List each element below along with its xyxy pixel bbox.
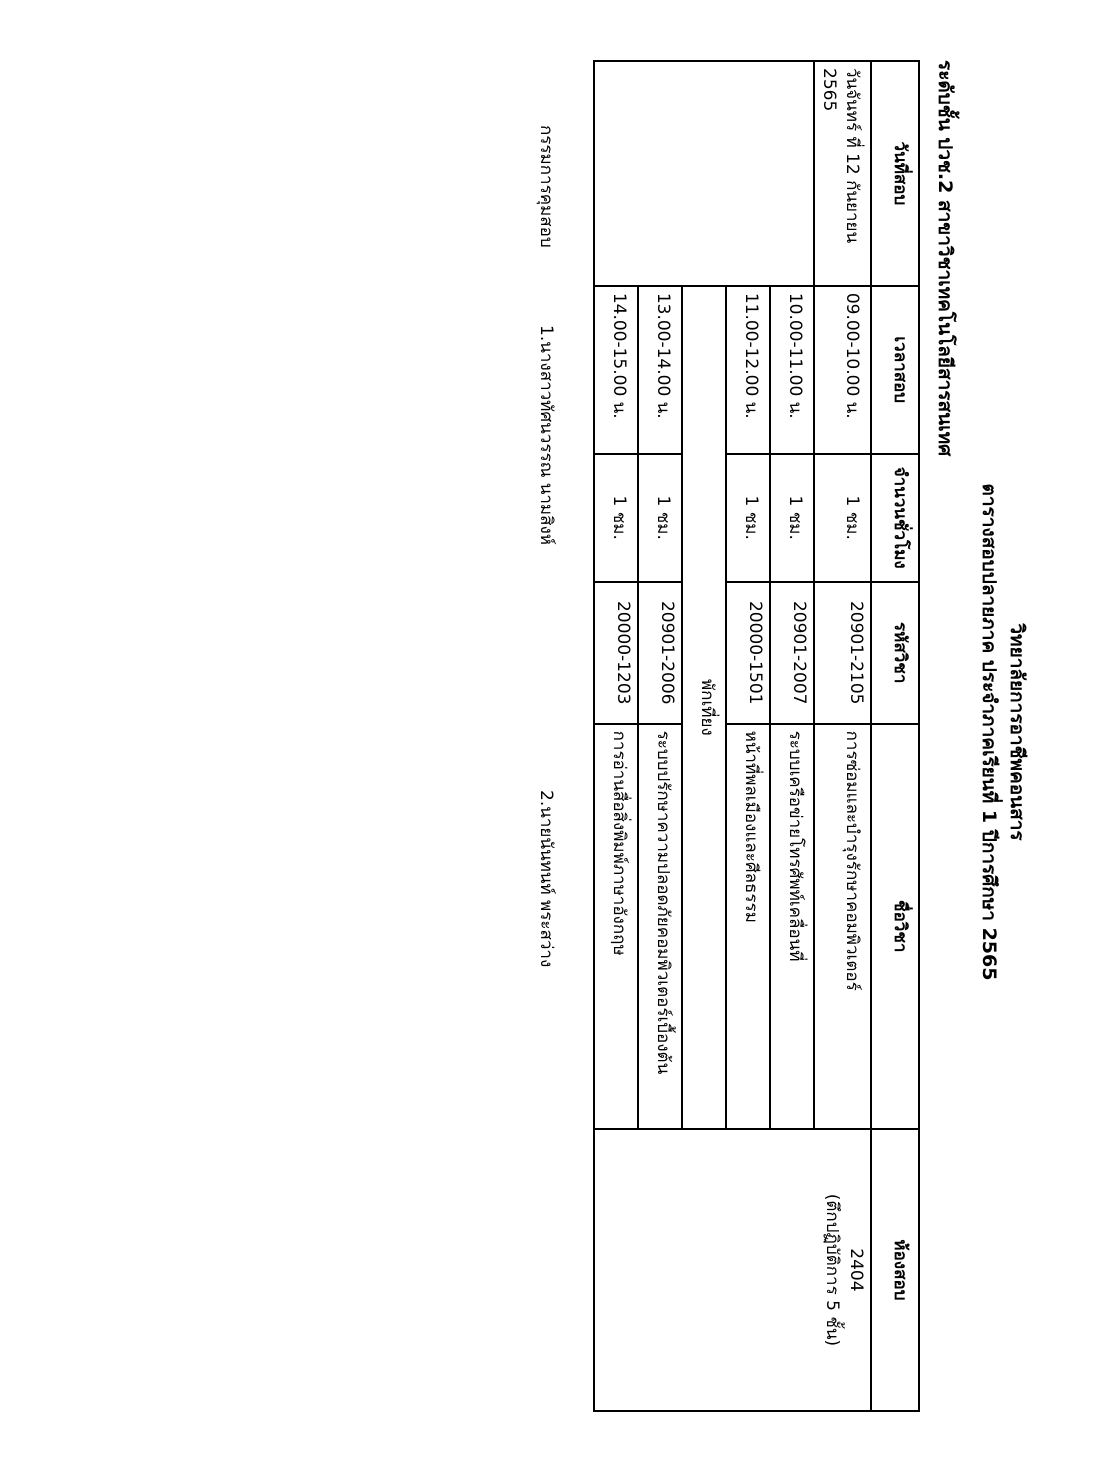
committee-label: กรรมการคุมสอบ bbox=[536, 125, 556, 248]
level-heading: ระดับชั้น ปวช.2 สาขาวิชาเทคโนโลยีสารสนเทศ bbox=[934, 60, 956, 457]
row-name: การอ่านสื่อสิ่งพิมพ์ภาษาอังกฤษ bbox=[594, 724, 638, 1129]
exam-date: วันจันทร์ ที่ 12 กันยายน 2565 bbox=[814, 61, 871, 286]
row-time: 13.00-14.00 น. bbox=[638, 286, 682, 454]
row-time: 11.00-12.00 น. bbox=[726, 286, 770, 454]
row-time: 09.00-10.00 น. bbox=[814, 286, 871, 454]
date-cell-empty bbox=[594, 61, 814, 286]
row-time: 10.00-11.00 น. bbox=[770, 286, 814, 454]
college-title: วิทยาลัยการอาชีพคอนสาร bbox=[1006, 623, 1028, 841]
header-room: ห้องสอบ bbox=[871, 1129, 919, 1411]
row-code: 20901-2006 bbox=[638, 582, 682, 724]
row-hours: 1 ชม. bbox=[770, 454, 814, 582]
schedule-title: ตารางสอบปลายภาค ประจำภาคเรียนที่ 1 ปีการศึกษา 2565 bbox=[978, 483, 1000, 981]
committee-member-1: 1.นางสาวทัศนวรรณ นามสิงห์ bbox=[536, 325, 556, 546]
row-time: 14.00-15.00 น. bbox=[594, 286, 638, 454]
lunch-break: พักเที่ยง bbox=[682, 286, 726, 1129]
exam-room-note: (ตึกปฏิบัติการ 5 ชั้น) bbox=[822, 1193, 842, 1347]
table-header-row bbox=[871, 61, 919, 1411]
row-code: 20000-1501 bbox=[726, 582, 770, 724]
header-name: ชื่อวิชา bbox=[871, 724, 919, 1129]
header-code: รหัสวิชา bbox=[871, 582, 919, 724]
committee-member-2: 2.นายนันทนท์ พระสว่าง bbox=[536, 790, 556, 968]
row-hours: 1 ชม. bbox=[814, 454, 871, 582]
row-name: ระบบเครือข่ายโทรศัพท์เคลื่อนที่ bbox=[770, 724, 814, 1129]
header-hours: จำนวนชั่วโมง bbox=[871, 454, 919, 582]
header-date: วันที่สอบ bbox=[871, 61, 919, 286]
table-row bbox=[814, 61, 871, 1411]
row-hours: 1 ชม. bbox=[638, 454, 682, 582]
row-name: การซ่อมและบำรุงรักษาคอมพิวเตอร์ bbox=[814, 724, 871, 1129]
row-hours: 1 ชม. bbox=[594, 454, 638, 582]
row-code: 20901-2105 bbox=[814, 582, 871, 724]
row-code: 20901-2007 bbox=[770, 582, 814, 724]
row-code: 20000-1203 bbox=[594, 582, 638, 724]
row-hours: 1 ชม. bbox=[726, 454, 770, 582]
exam-schedule-table bbox=[593, 60, 920, 1412]
row-name: หน้าที่พลเมืองและศีลธรรม bbox=[726, 724, 770, 1129]
exam-room-cell bbox=[594, 1129, 871, 1411]
row-name: ระบบปรักษาความปลอดภัยคอมพิวเตอร์เบื้องต้น bbox=[638, 724, 682, 1129]
exam-room: 2404 bbox=[846, 1248, 866, 1292]
header-time: เวลาสอบ bbox=[871, 286, 919, 454]
